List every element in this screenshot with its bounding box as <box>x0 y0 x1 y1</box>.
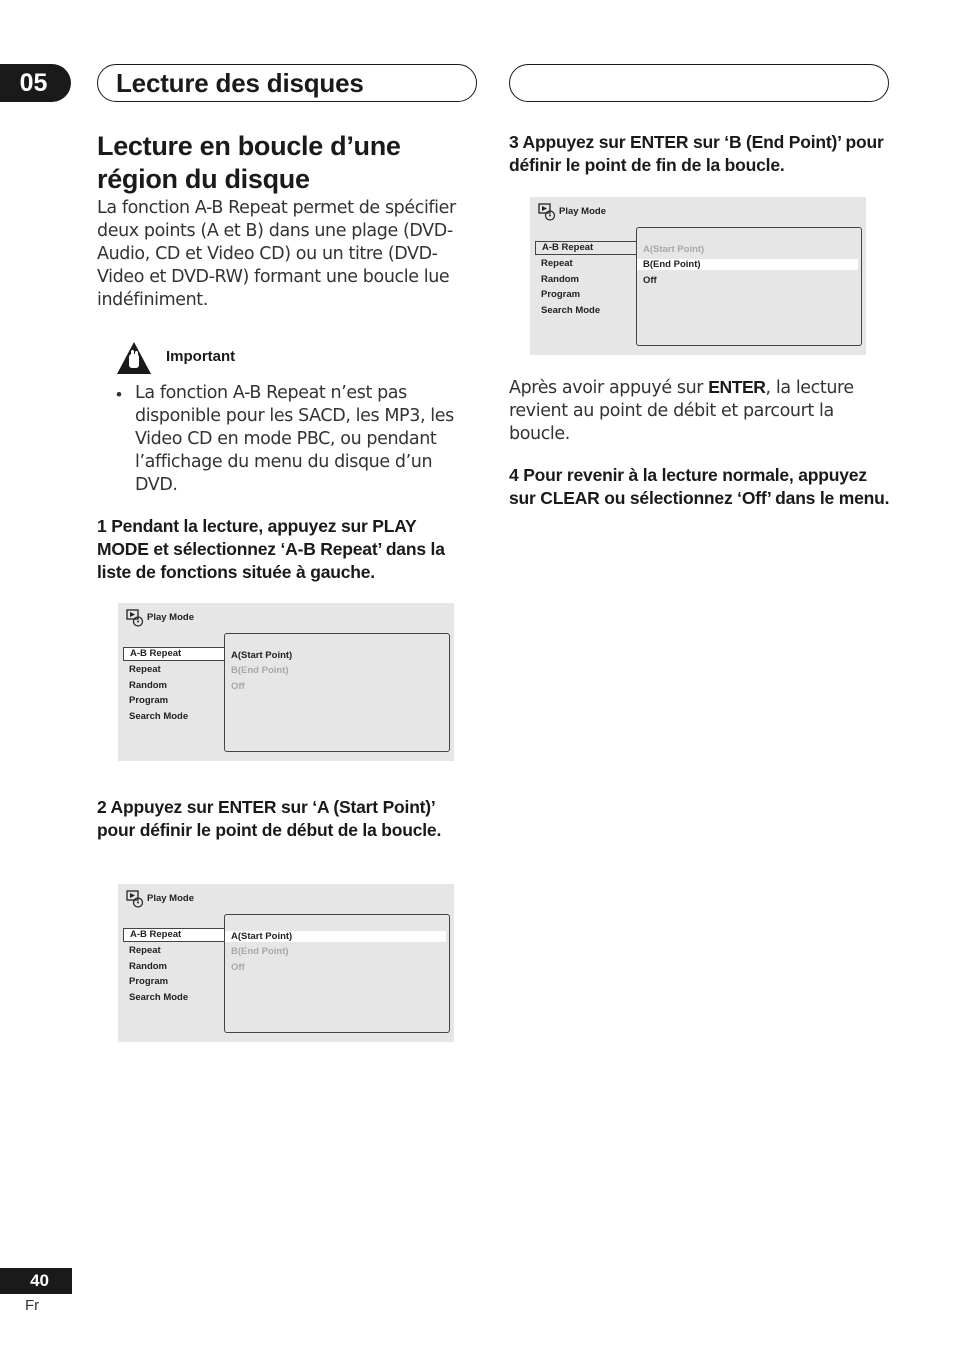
intro-paragraph: La fonction A-B Repeat permet de spécifier deux points (A et B) dans une plage (DVD-Audio, CD et Video CD) ou un titre (DVD-Video et DVD-RW) formant une boucle lue indéfiniment. <box>97 198 456 310</box>
after-step-3-paragraph <box>509 376 879 446</box>
option-start-point[interactable]: A(Start Point) <box>225 931 446 942</box>
function-menu <box>535 241 639 318</box>
options-panel <box>636 227 862 346</box>
chapter-title: Lecture des disques <box>116 68 364 98</box>
option-end-point[interactable]: B(End Point) <box>231 946 289 958</box>
option-off[interactable]: Off <box>231 961 245 973</box>
play-mode-screen-2 <box>118 884 454 1042</box>
important-label: Important <box>166 348 236 365</box>
section-title: Lecture en boucle d’une région du disque <box>97 131 401 194</box>
screen-title: Play Mode <box>559 206 606 217</box>
menu-item-ab-repeat[interactable]: A-B Repeat <box>123 928 227 942</box>
menu-item-program[interactable]: Program <box>129 976 169 988</box>
chapter-number-badge: 05 <box>0 64 71 102</box>
menu-item-ab-repeat[interactable]: A-B Repeat <box>535 241 639 255</box>
play-mode-icon <box>538 203 556 221</box>
menu-item-random[interactable]: Random <box>129 960 167 972</box>
menu-item-search-mode[interactable]: Search Mode <box>129 991 189 1003</box>
play-mode-icon <box>126 890 144 908</box>
menu-item-search-mode[interactable]: Search Mode <box>541 304 601 316</box>
menu-item-repeat[interactable]: Repeat <box>129 945 161 957</box>
language-code: Fr <box>25 1297 40 1314</box>
option-end-point[interactable]: B(End Point) <box>231 665 289 677</box>
options-panel <box>224 914 450 1033</box>
menu-item-program[interactable]: Program <box>541 289 581 301</box>
bullet-icon: • <box>116 385 122 404</box>
options-panel <box>224 633 450 752</box>
option-start-point[interactable]: A(Start Point) <box>643 244 705 255</box>
function-menu <box>123 647 227 724</box>
page-number: 40 <box>0 1268 72 1294</box>
step-1: 1 Pendant la lecture, appuyez sur PLAY MODE et sélectionnez ‘A-B Repeat’ dans la liste de fonctions située à gauche. <box>97 516 445 582</box>
option-start-point[interactable]: A(Start Point) <box>231 650 293 661</box>
option-off[interactable]: Off <box>643 274 657 286</box>
after-text-end: , la lecture revient au point de débit et parcourt la boucle. <box>509 378 854 444</box>
menu-item-random[interactable]: Random <box>129 679 167 691</box>
step-4: 4 Pour revenir à la lecture normale, appuyez sur CLEAR ou sélectionnez ‘Off’ dans le menu. <box>509 465 890 508</box>
important-bullet: La fonction A-B Repeat n’est pas disponible pour les SACD, les MP3, les Video CD en mode PBC, ou pendant l’affichage du menu du disque d’un DVD. <box>135 383 454 495</box>
menu-item-ab-repeat[interactable]: A-B Repeat <box>123 647 227 661</box>
menu-item-random[interactable]: Random <box>541 273 579 285</box>
menu-item-repeat[interactable]: Repeat <box>129 664 161 676</box>
important-warning-icon <box>116 341 152 375</box>
step-3: 3 Appuyez sur ENTER sur ‘B (End Point)’ pour définir le point de fin de la boucle. <box>509 132 884 175</box>
enter-keyword: ENTER <box>708 377 766 397</box>
option-end-point[interactable]: B(End Point) <box>637 259 858 270</box>
option-off[interactable]: Off <box>231 680 245 692</box>
screen-title: Play Mode <box>147 893 194 904</box>
step-2: 2 Appuyez sur ENTER sur ‘A (Start Point)’ pour définir le point de début de la boucle. <box>97 797 442 840</box>
function-menu <box>123 928 227 1005</box>
after-text-start: Après avoir appuyé sur <box>509 378 709 398</box>
menu-item-repeat[interactable]: Repeat <box>541 258 573 270</box>
play-mode-screen-1 <box>118 603 454 761</box>
play-mode-icon <box>126 609 144 627</box>
screen-title: Play Mode <box>147 612 194 623</box>
menu-item-program[interactable]: Program <box>129 695 169 707</box>
header-empty-frame <box>509 64 889 102</box>
menu-item-search-mode[interactable]: Search Mode <box>129 710 189 722</box>
play-mode-screen-3 <box>530 197 866 355</box>
